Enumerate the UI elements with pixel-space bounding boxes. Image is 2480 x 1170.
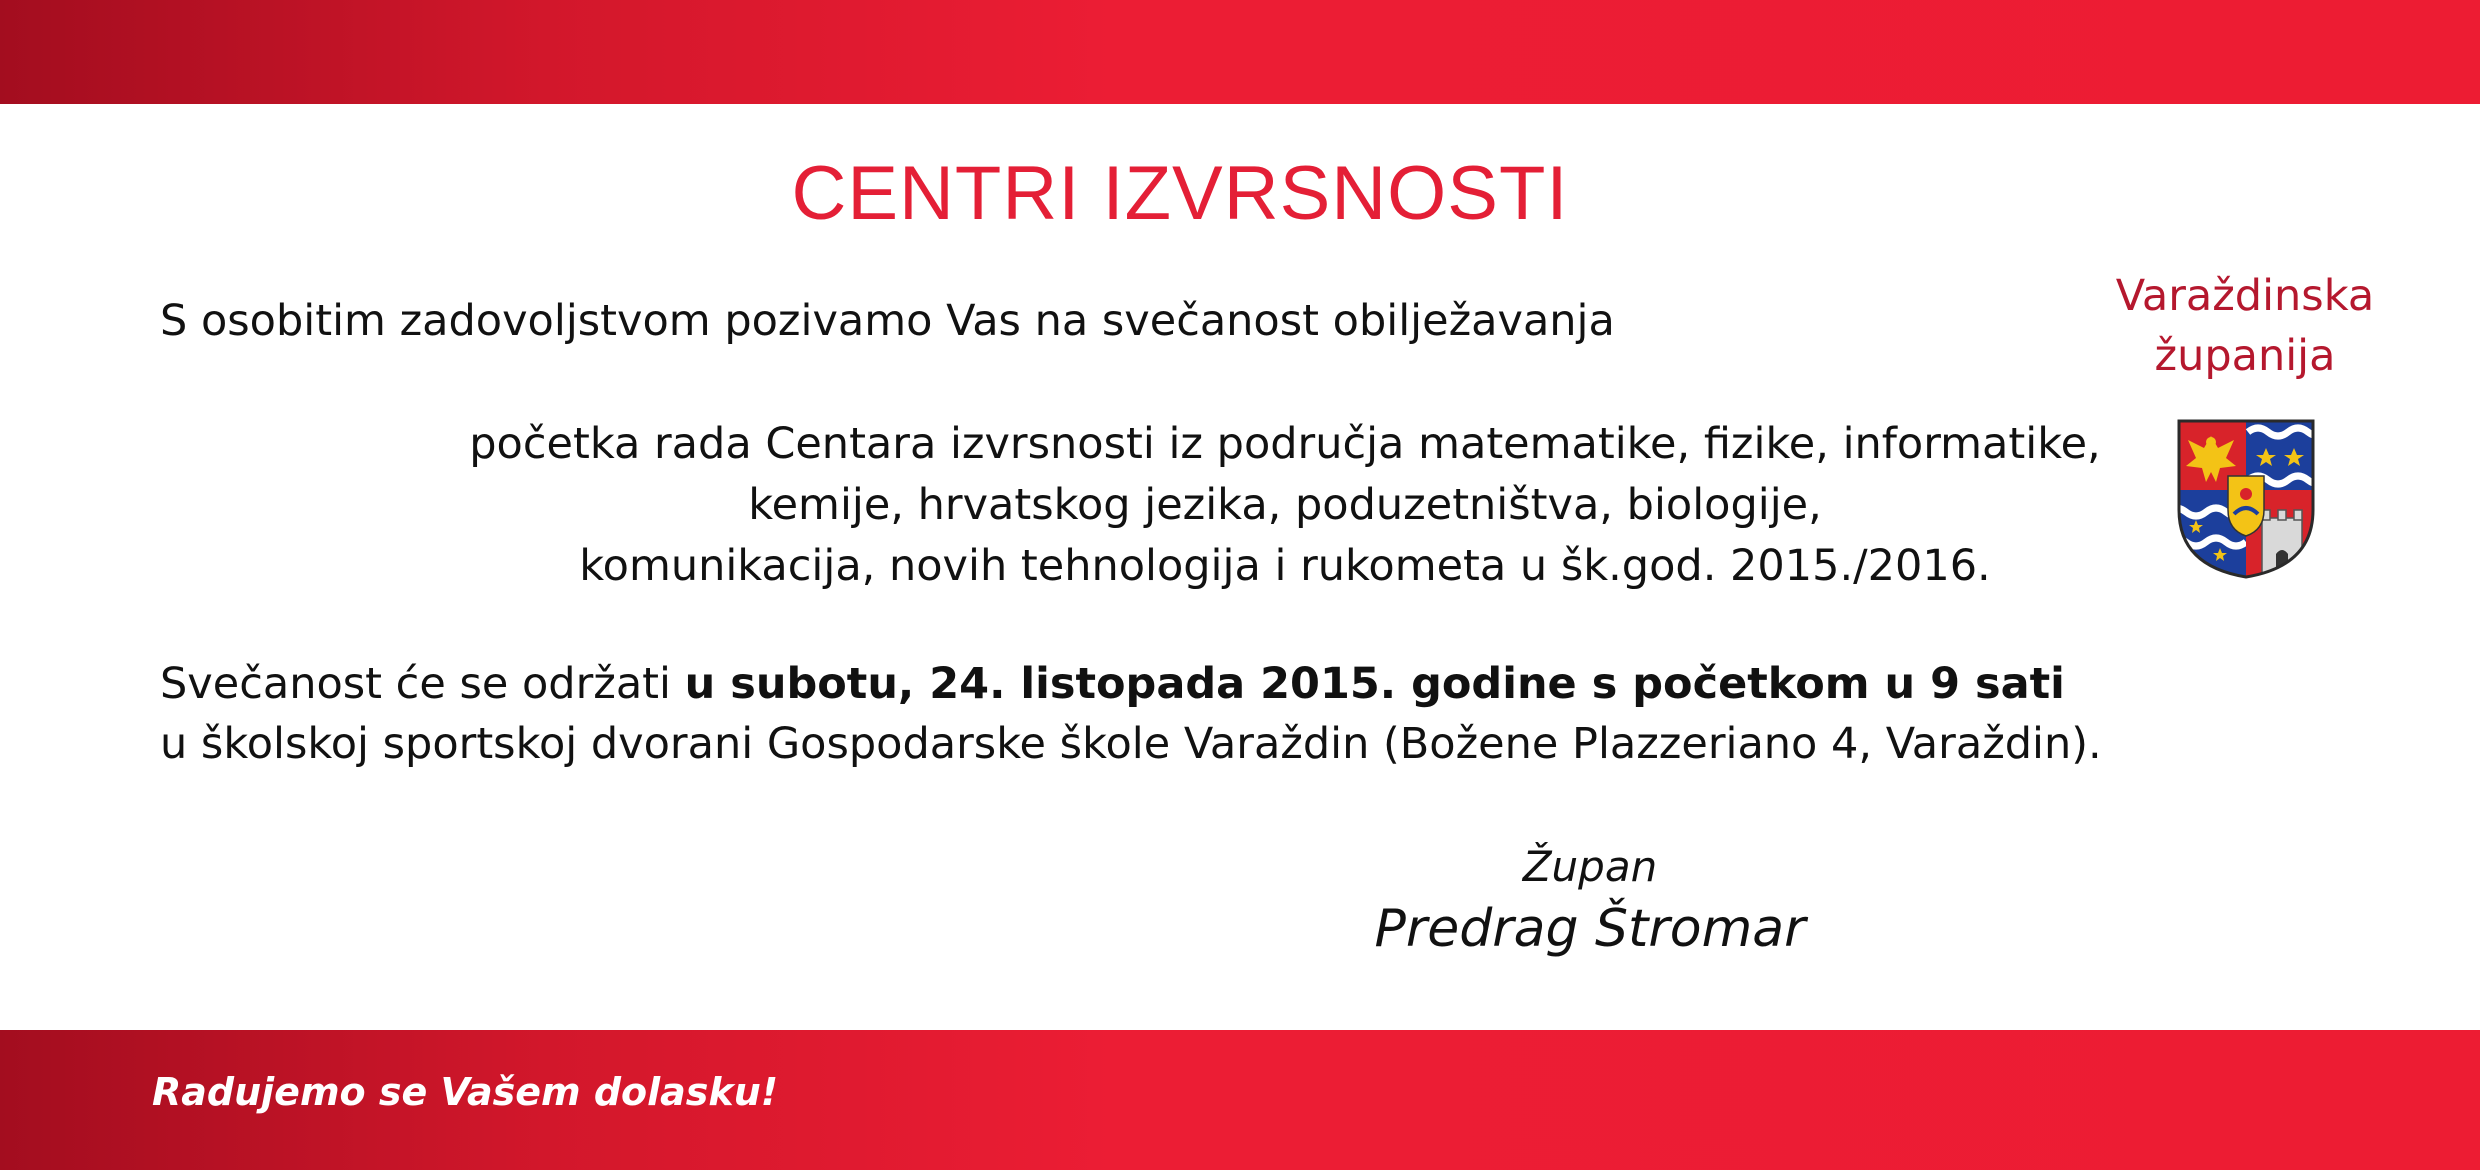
event-lead: Svečanost će se održati bbox=[160, 659, 685, 709]
invitation-intro: S osobitim zadovoljstvom pozivamo Vas na svečanost obilježavanja bbox=[160, 296, 1615, 346]
program-line: komunikacija, novih tehnologija i rukometa u šk.god. 2015./2016. bbox=[579, 541, 1991, 591]
event-time-line bbox=[160, 654, 2102, 714]
event-details bbox=[160, 654, 2102, 774]
program-line: kemije, hrvatskog jezika, poduzetništva, biologije, bbox=[748, 480, 1822, 530]
coat-of-arms-icon bbox=[2176, 418, 2316, 580]
signature-role: Župan bbox=[1522, 842, 1658, 891]
program-description bbox=[0, 414, 2480, 597]
event-location: u školskoj sportskoj dvorani Gospodarske škole Varaždin (Božene Plazzeriano 4, Varaždin). bbox=[160, 719, 2102, 769]
footer-message: Radujemo se Vašem dolasku! bbox=[152, 1070, 779, 1114]
county-name-line: Varaždinska bbox=[2115, 271, 2375, 321]
invitation-title: CENTRI IZVRSNOSTI bbox=[791, 151, 1569, 236]
county-name bbox=[2090, 266, 2400, 386]
program-line: početka rada Centara izvrsnosti iz područja matematike, fizike, informatike, bbox=[469, 419, 2101, 469]
signature-name: Predrag Štromar bbox=[1374, 899, 1806, 959]
county-name-line: županija bbox=[2154, 331, 2336, 381]
top-red-band bbox=[0, 0, 2480, 104]
event-date-time: u subotu, 24. listopada 2015. godine s početkom u 9 sati bbox=[684, 659, 2065, 709]
signature-block bbox=[1300, 840, 1880, 964]
